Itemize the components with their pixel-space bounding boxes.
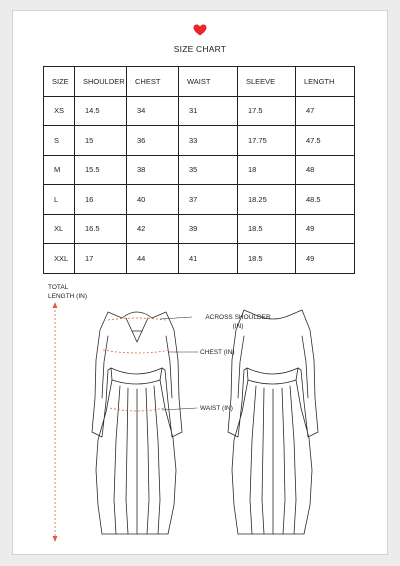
table-cell: 18.25 bbox=[238, 185, 296, 215]
table-cell: 17.75 bbox=[238, 126, 296, 156]
table-cell: 31 bbox=[179, 96, 238, 126]
table-cell: 33 bbox=[179, 126, 238, 156]
waist-label: WAIST (IN) bbox=[200, 405, 233, 412]
shoulder-label-line2: (IN) bbox=[232, 323, 244, 330]
table-cell: 37 bbox=[179, 185, 238, 215]
back-dress-outline bbox=[228, 310, 318, 534]
table-cell: S bbox=[44, 126, 75, 156]
table-cell: 17.5 bbox=[238, 96, 296, 126]
table-cell: 42 bbox=[127, 214, 179, 244]
front-dress-outline bbox=[92, 312, 182, 534]
table-cell: 18.5 bbox=[238, 244, 296, 274]
table-cell: 38 bbox=[127, 155, 179, 185]
table-cell: 15 bbox=[75, 126, 127, 156]
measurement-guides bbox=[55, 310, 171, 536]
table-cell: 16.5 bbox=[75, 214, 127, 244]
table-cell: XL bbox=[44, 214, 75, 244]
column-header: WAIST bbox=[179, 67, 238, 97]
table-cell: 35 bbox=[179, 155, 238, 185]
table-cell: 47.5 bbox=[296, 126, 355, 156]
table-cell: 14.5 bbox=[75, 96, 127, 126]
table-cell: 17 bbox=[75, 244, 127, 274]
table-cell: 36 bbox=[127, 126, 179, 156]
column-header: SIZE bbox=[44, 67, 75, 97]
total-length-label-line2: LENGTH (IN) bbox=[48, 293, 87, 300]
column-header: SLEEVE bbox=[238, 67, 296, 97]
arrow-up-icon bbox=[53, 302, 58, 308]
column-header: SHOULDER bbox=[75, 67, 127, 97]
table-cell: XXL bbox=[44, 244, 75, 274]
page-title: SIZE CHART bbox=[173, 44, 227, 54]
table-cell: M bbox=[44, 155, 75, 185]
table-cell: 49 bbox=[296, 214, 355, 244]
column-header: CHEST bbox=[127, 67, 179, 97]
table-cell: 15.5 bbox=[75, 155, 127, 185]
shoulder-label-line1: ACROSS SHOULDER bbox=[205, 314, 271, 321]
table-cell: 41 bbox=[179, 244, 238, 274]
chest-label: CHEST (IN) bbox=[200, 349, 235, 356]
table-cell: 18.5 bbox=[238, 214, 296, 244]
table-cell: 44 bbox=[127, 244, 179, 274]
shoulder-label bbox=[193, 313, 283, 331]
table-cell: L bbox=[44, 185, 75, 215]
table-cell: 34 bbox=[127, 96, 179, 126]
table-cell: 49 bbox=[296, 244, 355, 274]
table-cell: 48.5 bbox=[296, 185, 355, 215]
table-cell: 48 bbox=[296, 155, 355, 185]
table-cell: 16 bbox=[75, 185, 127, 215]
table-cell: XS bbox=[44, 96, 75, 126]
table-cell: 39 bbox=[179, 214, 238, 244]
total-length-label bbox=[48, 283, 87, 301]
total-length-label-line1: TOTAL bbox=[48, 284, 69, 291]
chest-measure-line bbox=[103, 350, 171, 353]
shoulder-measure-line bbox=[108, 318, 166, 320]
table-cell: 18 bbox=[238, 155, 296, 185]
table-cell: 40 bbox=[127, 185, 179, 215]
arrow-down-icon bbox=[53, 536, 58, 542]
column-header: LENGTH bbox=[296, 67, 355, 97]
table-cell: 47 bbox=[296, 96, 355, 126]
